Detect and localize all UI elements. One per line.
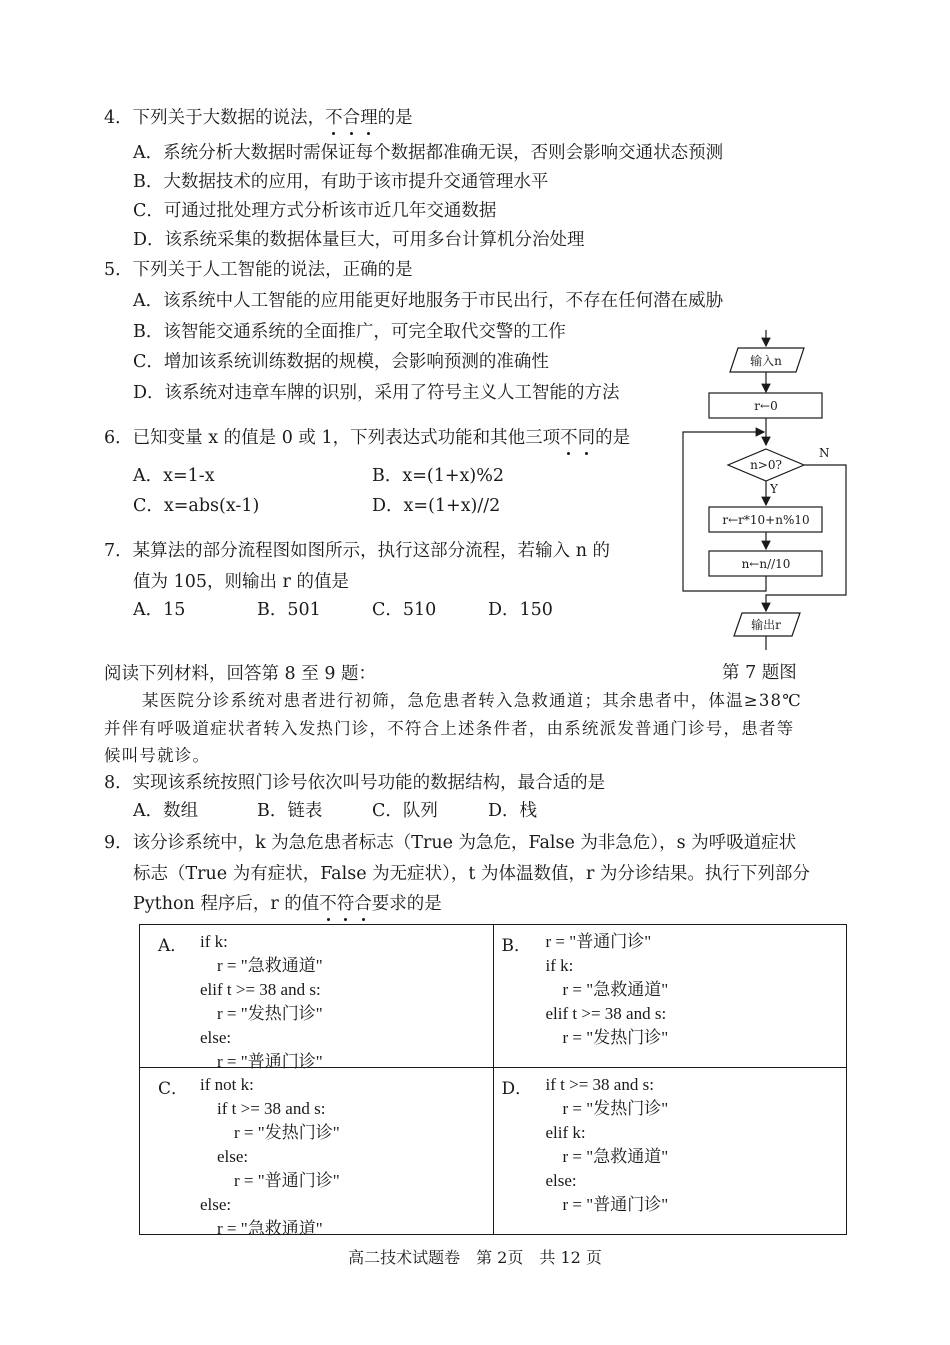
q9-stem-line3: Python 程序后，r 的值不符合要求的是 <box>133 894 442 914</box>
material-line1: 某医院分诊系统对患者进行初筛，急危患者转入急救通道；其余患者中，体温≥38℃ <box>142 691 802 710</box>
flow-step1-text: r←r*10+n%10 <box>722 513 810 527</box>
q6-option-c: C．x=abs(x-1) <box>133 496 260 516</box>
q5-option-a: A．该系统中人工智能的应用能更好地服务于市民出行，不存在任何潜在威胁 <box>133 291 724 311</box>
code-c-block <box>200 1074 340 1242</box>
flow-no-label: N <box>819 446 830 460</box>
code-line: r = "发热门诊" <box>545 1099 669 1118</box>
code-b-block <box>546 931 669 1051</box>
code-line: r = "发热门诊" <box>200 1123 340 1142</box>
q7-option-a: A．15 <box>133 600 186 620</box>
q4-option-a: A．系统分析大数据时需保证每个数据都准确无误，否则会影响交通状态预测 <box>133 143 724 163</box>
q9-stem-line2: 标志（True 为有症状，False 为无症状），t 为体温数值，r 为分诊结果。执行下列部分 <box>133 864 810 884</box>
q5-stem: 5．下列关于人工智能的说法，正确的是 <box>104 260 413 280</box>
code-line: r = "普通门诊" <box>200 1052 323 1071</box>
flow-input-text: 输入n <box>750 354 782 368</box>
q7-option-c: C．510 <box>372 600 437 620</box>
flow-step2-text: n←n//10 <box>741 557 791 571</box>
q5-option-d: D．该系统对违章车牌的识别，采用了符号主义人工智能的方法 <box>133 383 620 403</box>
flow-cond-text: n>0? <box>750 458 782 472</box>
code-cell-c <box>140 1068 494 1238</box>
q7-stem-line2: 值为 105，则输出 r 的值是 <box>133 572 349 592</box>
flow-yes-label: Y <box>770 482 778 496</box>
code-line: r = "急救通道" <box>545 980 669 999</box>
code-line: r = "发热门诊" <box>200 1004 323 1023</box>
code-line: r = "急救通道" <box>200 956 323 975</box>
code-cell-b <box>493 925 847 1068</box>
q8-option-c: C．队列 <box>372 801 438 821</box>
code-line: elif k: <box>545 1123 586 1142</box>
q4-option-c: C．可通过批处理方式分析该市近几年交通数据 <box>133 201 497 221</box>
code-a-letter: A． <box>158 936 188 956</box>
code-line: r = "普通门诊" <box>200 1171 340 1190</box>
code-cell-a <box>140 925 494 1071</box>
code-line: r = "急救通道" <box>200 1219 323 1238</box>
flow-output-text: 输出r <box>751 618 781 632</box>
code-d-letter: D． <box>501 1079 533 1099</box>
code-line: if t >= 38 and s: <box>200 1099 326 1118</box>
code-line: r = "急救通道" <box>545 1147 669 1166</box>
code-line: else: <box>200 1195 232 1214</box>
q6-option-b: B．x=(1+x)%2 <box>372 466 504 486</box>
code-line: r = "发热门诊" <box>545 1028 669 1047</box>
code-line: if k: <box>545 956 574 975</box>
q8-option-d: D．栈 <box>488 801 538 821</box>
code-line: else: <box>545 1171 577 1190</box>
material-intro: 阅读下列材料，回答第 8 至 9 题： <box>104 664 377 684</box>
code-a-block <box>200 931 323 1075</box>
code-line: if k: <box>200 932 228 951</box>
page-footer: 高二技术试题卷 第 2页 共 12 页 <box>348 1248 602 1267</box>
code-options-table <box>139 924 847 1238</box>
code-line: if not k: <box>200 1075 254 1094</box>
q8-option-b: B．链表 <box>257 801 323 821</box>
material-line3: 候叫号就诊。 <box>104 746 211 765</box>
q5-option-b: B．该智能交通系统的全面推广，可完全取代交警的工作 <box>133 322 566 342</box>
code-line: elif t >= 38 and s: <box>200 980 321 999</box>
q8-stem: 8．实现该系统按照门诊号依次叫号功能的数据结构，最合适的是 <box>104 773 606 793</box>
q4-stem: 4．下列关于大数据的说法，不合理的是 <box>104 108 413 128</box>
code-c-letter: C． <box>158 1079 189 1099</box>
code-line: else: <box>200 1028 232 1047</box>
material-line2: 并伴有呼吸道症状者转入发热门诊，不符合上述条件者，由系统派发普通门诊号，患者等 <box>104 719 795 738</box>
q8-option-a: A．数组 <box>133 801 199 821</box>
q7-stem-line1: 7．某算法的部分流程图如图所示，执行这部分流程，若输入 n 的 <box>104 541 611 561</box>
q4-option-d: D．该系统采集的数据体量巨大，可用多台计算机分治处理 <box>133 230 585 250</box>
flowchart-caption: 第 7 题图 <box>722 663 797 683</box>
code-b-letter: B． <box>501 936 531 956</box>
flowchart <box>672 330 862 660</box>
q6-option-d: D．x=(1+x)//2 <box>372 496 501 516</box>
q7-option-b: B．501 <box>257 600 321 620</box>
code-cell-d <box>493 1068 847 1235</box>
flow-no-line <box>766 465 846 611</box>
q5-option-c: C．增加该系统训练数据的规模，会影响预测的准确性 <box>133 352 549 372</box>
q4-option-b: B．大数据技术的应用，有助于该市提升交通管理水平 <box>133 172 549 192</box>
q9-stem-line1: 9．该分诊系统中，k 为急危患者标志（True 为急危，False 为非急危），s 为呼吸道症状 <box>104 833 797 853</box>
code-line: else: <box>200 1147 249 1166</box>
code-line: r = "普通门诊" <box>545 932 652 951</box>
code-line: elif t >= 38 and s: <box>545 1004 667 1023</box>
code-d-block <box>546 1074 669 1218</box>
q6-option-a: A．x=1-x <box>133 466 215 486</box>
code-line: r = "普通门诊" <box>545 1195 669 1214</box>
q6-stem: 6．已知变量 x 的值是 0 或 1，下列表达式功能和其他三项不同的是 <box>104 428 631 448</box>
flow-init-text: r←0 <box>754 399 778 413</box>
q7-option-d: D．150 <box>488 600 553 620</box>
code-line: if t >= 38 and s: <box>545 1075 654 1094</box>
